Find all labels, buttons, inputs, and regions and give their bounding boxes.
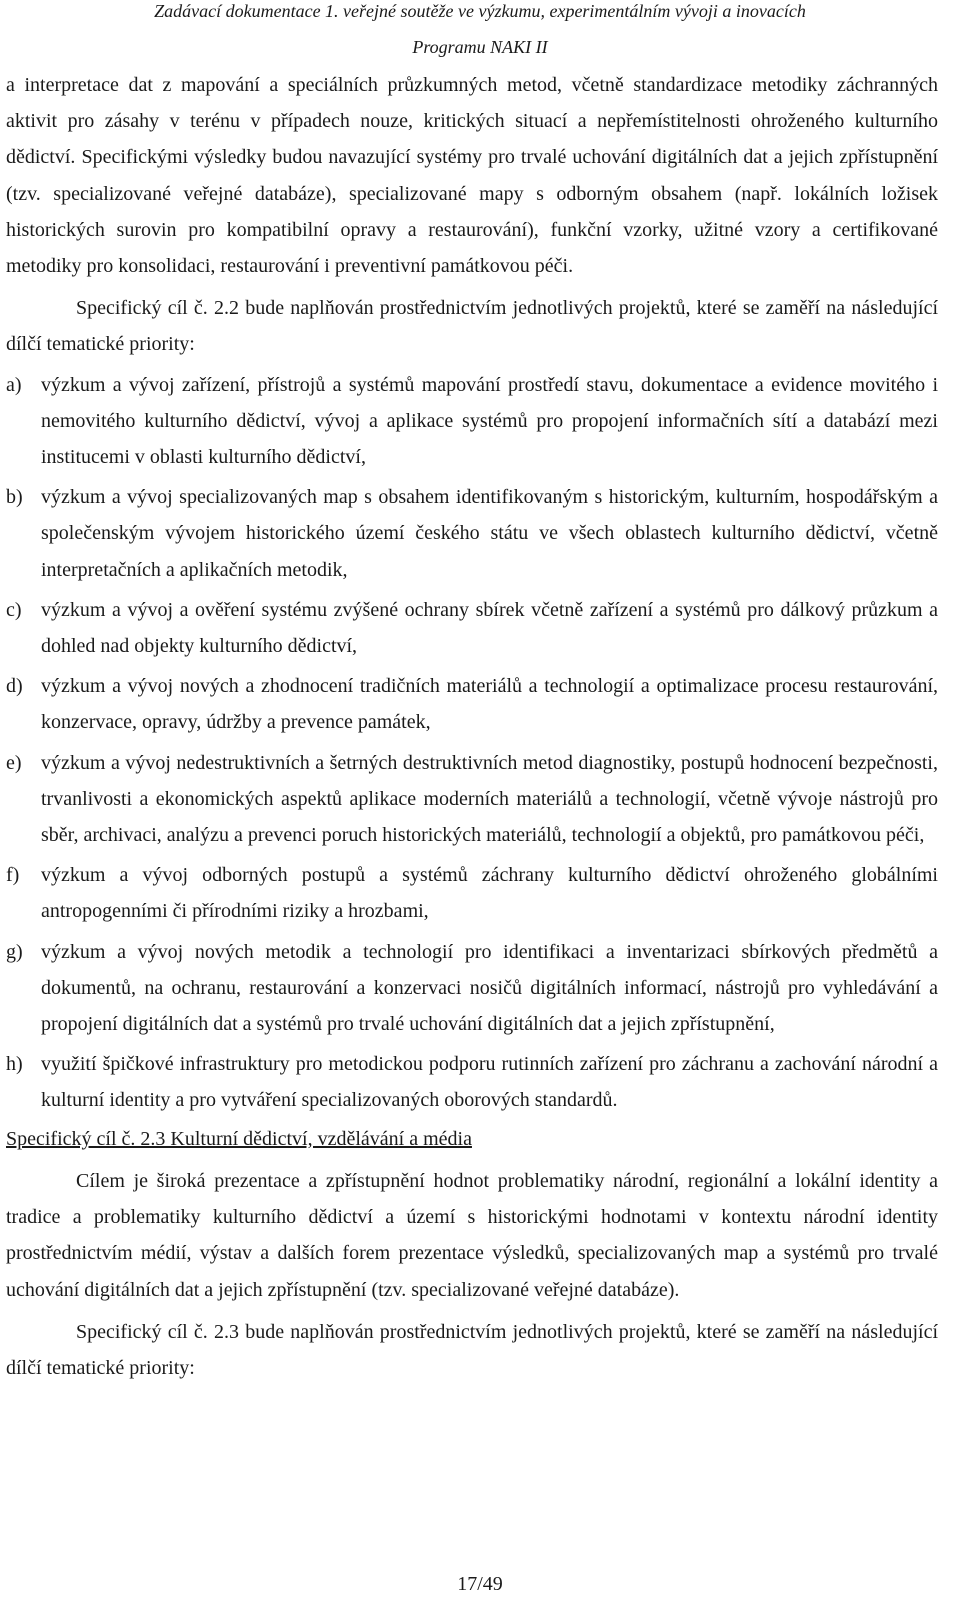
list-item	[6, 592, 938, 664]
list-marker: h)	[6, 1053, 23, 1076]
list-marker: e)	[6, 751, 22, 774]
intro-paragraph: a interpretace dat z mapování a speciálních průzkumných metod, včetně standardizace metodiky záchranných aktivit pro zásahy v terénu v případech nouze, kritických situací a nepřemístitelnosti ohroženého kulturního dědictví. Specifickými výsledky budou navazující systémy pro trvalé uchování digitálních dat a jejich zpřístupnění (tzv. specializované veřejné databáze), specializované mapy s odborným obsahem (např. lokálních ložisek historických surovin pro kompatibilní opravy a restaurování), funkční vzorky, užitné vzory a certifikované metodiky pro konsolidaci, restaurování i preventivní památkovou péči.	[6, 74, 938, 278]
list-item	[6, 934, 938, 1043]
list-marker: b)	[6, 486, 23, 509]
header-subtitle: Programu NAKI II	[412, 37, 548, 57]
page-number: 17/49	[457, 1573, 503, 1595]
list-item-text: výzkum a vývoj nových metodik a technologií pro identifikaci a inventarizaci sbírkových předmětů a dokumentů, na ochranu, restaurování a konzervaci nosičů digitálních informací, nástrojů pro vyhledávání a propojení digitálních dat a systémů pro trvalé uchování digitálních dat a jejich zpřístupnění,	[41, 940, 938, 1036]
goal-2-3-intro: Specifický cíl č. 2.3 bude naplňován prostřednictvím jednotlivých projektů, které se zaměří na následující dílčí tematické priority:	[6, 1320, 938, 1379]
list-item-text: využití špičkové infrastruktury pro metodickou podporu rutinních zařízení pro záchranu a zachování národní a kulturní identity a pro vytváření specializovaných oborových standardů.	[41, 1053, 938, 1112]
list-marker: d)	[6, 675, 23, 698]
list-item-text: výzkum a vývoj zařízení, přístrojů a systémů mapování prostředí stavu, dokumentace a evidence movitého i nemovitého kulturního dědictví, vývoj a aplikace systémů pro propojení informačních sítí a databází mezi institucemi v oblasti kulturního dědictví,	[41, 373, 938, 469]
list-item	[6, 857, 938, 929]
goal-2-2-intro: Specifický cíl č. 2.2 bude naplňován prostřednictvím jednotlivých projektů, které se zaměří na následující dílčí tematické priority:	[6, 297, 938, 356]
page-header	[0, 0, 960, 58]
list-item	[6, 479, 938, 588]
list-item-text: výzkum a vývoj odborných postupů a systémů záchrany kulturního dědictví ohroženého globálními antropogenními či přírodními riziky a hrozbami,	[41, 864, 938, 923]
list-marker: f)	[6, 864, 20, 887]
document-body	[6, 67, 938, 1386]
list-marker: c)	[6, 598, 22, 621]
section-paragraph: Cílem je široká prezentace a zpřístupnění hodnot problematiky národní, regionální a lokální identity a tradice a problematiky kulturního dědictví a území s historickými hodnotami v kontextu národní identity prostřednictvím médií, výstav a dalších forem prezentace výsledků, specializovaných map a systémů pro trvalé uchování digitálních dat a jejich zpřístupnění (tzv. specializované veřejné databáze).	[6, 1169, 938, 1301]
priority-list	[6, 367, 938, 1119]
list-item	[6, 745, 938, 854]
list-item-text: výzkum a vývoj specializovaných map s obsahem identifikovaným s historickým, kulturním, hospodářským a společenským vývojem historického území českého státu ve všech oblastech kulturního dědictví, včetně interpretačních a aplikačních metodik,	[41, 486, 938, 581]
list-item	[6, 1046, 938, 1118]
list-item-text: výzkum a vývoj nových a zhodnocení tradičních materiálů a technologií a optimalizace procesu restaurování, konzervace, opravy, údržby a prevence památek,	[41, 675, 938, 734]
section-heading: Specifický cíl č. 2.3 Kulturní dědictví, vzdělávání a média	[6, 1127, 472, 1150]
list-item-text: výzkum a vývoj a ověření systému zvýšené ochrany sbírek včetně zařízení a systémů pro dálkový průzkum a dohled nad objekty kulturního dědictví,	[41, 598, 938, 658]
header-title: Zadávací dokumentace 1. veřejné soutěže ve výzkumu, experimentálním vývoji a inovacích	[154, 1, 806, 21]
list-item	[6, 367, 938, 476]
list-marker: g)	[6, 940, 23, 963]
list-item	[6, 668, 938, 740]
list-marker: a)	[6, 373, 22, 396]
list-item-text: výzkum a vývoj nedestruktivních a šetrných destruktivních metod diagnostiky, postupů hodnocení bezpečnosti, trvanlivosti a ekonomických aspektů aplikace moderních materiálů a technologií, včetně vývoje nástrojů pro sběr, archivaci, analýzu a prevenci poruch historických materiálů, technologií a objektů, pro památkovou péči,	[41, 751, 938, 847]
